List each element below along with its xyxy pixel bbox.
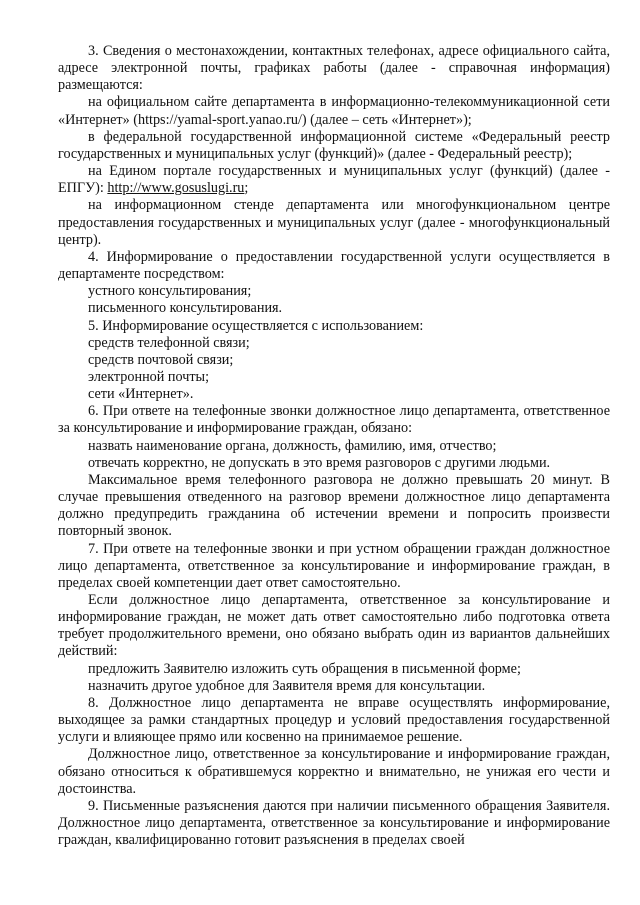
paragraph-4: 4. Информирование о предоставлении государственной услуги осуществляется в департаменте посредством: bbox=[58, 248, 610, 283]
list-item-answer-correctly: отвечать корректно, не допускать в это время разговоров с другими людьми. bbox=[88, 454, 551, 471]
list-item-email: электронной почты; bbox=[88, 368, 210, 385]
paragraph-6: 6. При ответе на телефонные звонки должностное лицо департамента, ответственное за консультирование и информирование граждан, обязано: bbox=[58, 403, 610, 437]
document-page bbox=[58, 43, 610, 849]
paragraph-3: 3. Сведения о местонахождении, контактных телефонах, адресе официального сайта, адресе электронной почты, графиках работы (далее - справочная информация) размещаются: bbox=[58, 43, 610, 94]
epgu-text: на Едином портале государственных и муниципальных услуг (функций) (далее - ЕПГУ): bbox=[58, 163, 610, 197]
paragraph-federal-registry: в федеральной государственной информационной системе «Федеральный реестр государственных и муниципальных услуг (функций)» (далее - Федеральный реестр); bbox=[58, 128, 610, 162]
paragraph-politeness: Должностное лицо, ответственное за консультирование и информирование граждан, обязано относиться к обратившемуся корректно и внимательно, не унижая его чести и достоинства. bbox=[58, 746, 610, 797]
list-item-offer-written: предложить Заявителю изложить суть обращения в письменной форме; bbox=[88, 660, 521, 677]
paragraph-5: 5. Информирование осуществляется с использованием: bbox=[88, 317, 424, 334]
paragraph-official-site: на официальном сайте департамента в информационно-телекоммуникационной сети «Интернет» (https://yamal-sport.yanao.ru/) (далее – сеть «Интернет»); bbox=[58, 94, 610, 128]
list-item-oral: устного консультирования; bbox=[88, 283, 252, 300]
paragraph-8: 8. Должностное лицо департамента не вправе осуществлять информирование, выходящее за рамки стандартных процедур и условий предоставления государственной услуги и влияющее прямо или косвенно на принимаемое решение. bbox=[58, 694, 610, 746]
paragraph-info-stand: на информационном стенде департамента или многофункциональном центре предоставления государственных и муниципальных услуг (далее - многофункциональный центр). bbox=[58, 197, 610, 248]
paragraph-7: 7. При ответе на телефонные звонки и при устном обращении граждан должностное лицо департамента, ответственное за консультирование и информирование граждан, в пределах своей компетенции дает ответ самостоятельно. bbox=[58, 540, 610, 591]
gosuslugi-link[interactable]: http://www.gosuslugi.ru bbox=[107, 180, 245, 197]
list-item-other-time: назначить другое удобное для Заявителя время для консультации. bbox=[88, 677, 486, 694]
list-item-name-organ: назвать наименование органа, должность, фамилию, имя, отчество; bbox=[88, 437, 497, 454]
list-item-post: средств почтовой связи; bbox=[88, 351, 234, 368]
list-item-internet: сети «Интернет». bbox=[88, 386, 194, 403]
gosuslugi-link-suffix: ; bbox=[244, 180, 249, 197]
paragraph-epgu bbox=[58, 163, 610, 197]
list-item-phone: средств телефонной связи; bbox=[88, 334, 250, 351]
paragraph-if-cannot-answer: Если должностное лицо департамента, ответственное за консультирование и информирование граждан, не может дать ответ самостоятельно либо подготовка ответа требует продолжительного времени, оно обязано выбрать один из вариантов дальнейших действий: bbox=[58, 592, 610, 660]
paragraph-9: 9. Письменные разъяснения даются при наличии письменного обращения Заявителя. Должностное лицо департамента, ответственное за консультирование и информирование граждан, квалифицированно готовит разъяснения в пределах своей bbox=[58, 797, 610, 849]
paragraph-max-time: Максимальное время телефонного разговора не должно превышать 20 минут. В случае превышения отведенного на разговор времени должностное лицо департамента должно предупредить гражданина об истечении времени и попросить произвести повторный звонок. bbox=[58, 471, 610, 540]
list-item-written: письменного консультирования. bbox=[88, 300, 283, 317]
